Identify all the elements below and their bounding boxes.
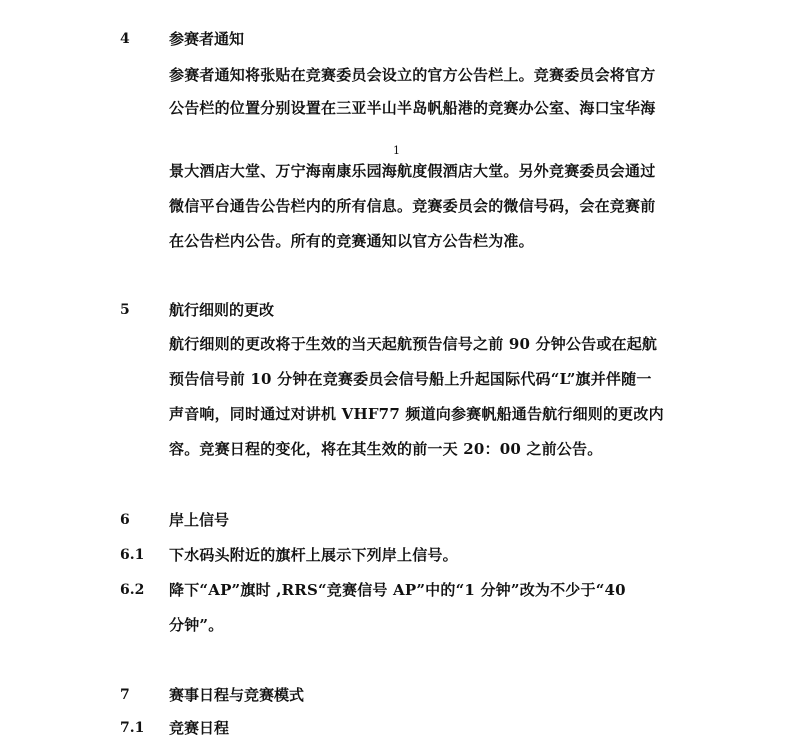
paragraph-line: 预告信号前 10 分钟在竞赛委员会信号船上升起国际代码“L”旗并伴随一 <box>169 370 652 388</box>
section-heading: 航行细则的更改 <box>169 301 275 319</box>
section-heading: 岸上信号 <box>169 511 230 529</box>
paragraph-line: 声音响，同时通过对讲机 VHF77 频道向参赛帆船通告航行细则的更改内 <box>169 405 664 423</box>
paragraph-line: 在公告栏内公告。所有的竞赛通知以官方公告栏为准。 <box>169 232 534 250</box>
paragraph-line: 航行细则的更改将于生效的当天起航预告信号之前 90 分钟公告或在起航 <box>169 335 658 353</box>
paragraph-line: 参赛者通知将张贴在竞赛委员会设立的官方公告栏上。竞赛委员会将官方 <box>169 66 656 84</box>
paragraph-line: 微信平台通告公告栏内的所有信息。竞赛委员会的微信号码，会在竞赛前 <box>169 197 656 215</box>
paragraph-line: 景大酒店大堂、万宁海南康乐园海航度假酒店大堂。另外竞赛委员会通过 <box>169 162 656 180</box>
paragraph-line: 容。竞赛日程的变化，将在其生效的前一天 20：00 之前公告。 <box>169 440 603 458</box>
section-number: 5 <box>120 302 130 318</box>
section-number: 7 <box>120 687 130 703</box>
section-heading: 赛事日程与竞赛模式 <box>169 686 305 704</box>
subsection-number: 7.1 <box>120 720 145 736</box>
paragraph-line: 降下“AP”旗时 ,RRS“竞赛信号 AP”中的“1 分钟”改为不少于“40 <box>169 581 626 599</box>
subsection-heading: 竞赛日程 <box>169 719 230 737</box>
section-number: 6 <box>120 512 130 528</box>
paragraph-line: 公告栏的位置分别设置在三亚半山半岛帆船港的竞赛办公室、海口宝华海 <box>169 99 656 117</box>
section-number: 4 <box>120 31 130 47</box>
subsection-number: 6.1 <box>120 547 145 563</box>
paragraph-line: 分钟”。 <box>169 616 224 634</box>
page-number: 1 <box>393 144 400 157</box>
subsection-number: 6.2 <box>120 582 145 598</box>
section-heading: 参赛者通知 <box>169 30 245 48</box>
subsection-text: 下水码头附近的旗杆上展示下列岸上信号。 <box>169 546 458 564</box>
